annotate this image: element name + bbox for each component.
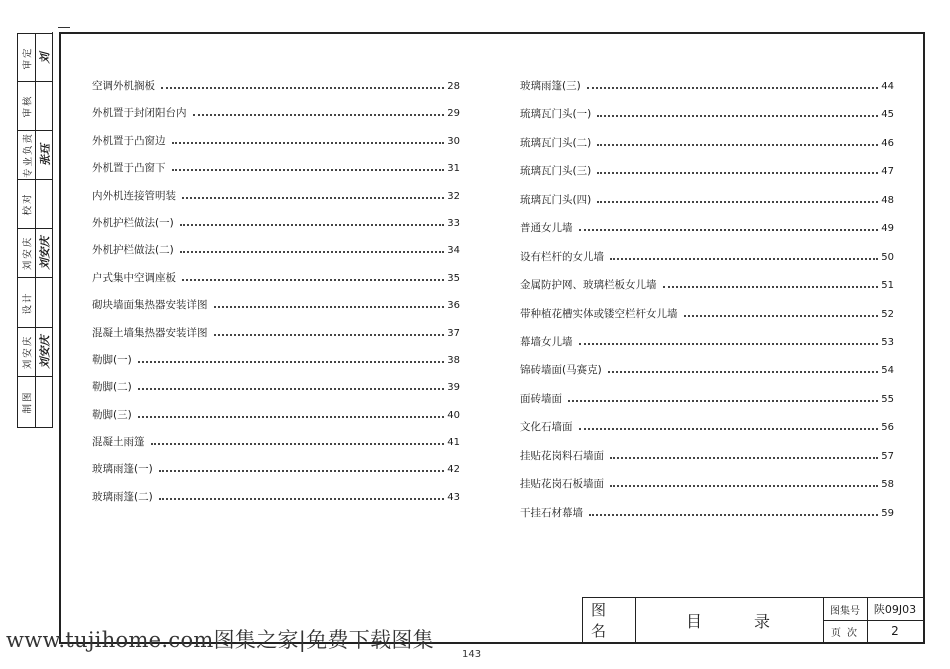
toc-entry-title: 外机护栏做法(二): [92, 244, 174, 257]
dot-leader: [151, 443, 445, 445]
signoff-cell: [18, 278, 52, 328]
dot-leader: [589, 514, 878, 516]
toc-entry-title: 外机置于凸窗边: [92, 134, 166, 147]
dot-leader: [161, 87, 444, 89]
toc-entry[interactable]: [92, 160, 460, 187]
toc-entry-page: 45: [881, 109, 894, 121]
signoff-role-label: 专业负责: [22, 131, 34, 179]
signoff-role-label: 审定: [22, 45, 34, 70]
dot-leader: [610, 485, 878, 487]
toc-entry-page: 58: [881, 479, 894, 491]
toc-entry-page: 34: [447, 245, 460, 257]
toc-entry-title: 挂贴花岗石板墙面: [520, 478, 604, 491]
toc-entry-page: 32: [447, 190, 460, 202]
toc-entry[interactable]: [92, 461, 460, 488]
toc-entry-page: 28: [447, 81, 460, 92]
toc-entry[interactable]: [92, 215, 460, 242]
toc-entry[interactable]: [520, 505, 894, 533]
toc-entry[interactable]: [520, 277, 894, 305]
dot-leader: [159, 498, 445, 500]
toc-entry-title: 砌块墙面集热器安装详图: [92, 299, 208, 312]
toc-entry-title: 带种植花槽实体或镂空栏杆女儿墙: [520, 307, 678, 320]
toc-entry-title: 内外机连接管明装: [92, 189, 176, 202]
signoff-role-label: 刘安庆: [22, 334, 34, 370]
toc-entry[interactable]: [520, 135, 894, 163]
watermark-text: www.tujihome.com图集之家|免费下载图集: [6, 628, 434, 652]
toc-entry-title: 空调外机搁板: [92, 80, 155, 92]
signoff-role-label: 审核: [22, 94, 34, 118]
toc-entry-title: 文化石墙面: [520, 421, 573, 434]
toc-entry-title: 玻璃雨篷(二): [92, 490, 153, 503]
dot-leader: [579, 343, 879, 345]
toc-entry[interactable]: [520, 419, 894, 447]
toc-entry-page: 44: [881, 81, 894, 92]
toc-entry[interactable]: [92, 352, 460, 379]
dot-leader: [180, 224, 445, 226]
dot-leader: [579, 428, 879, 430]
toc-entry-page: 37: [447, 327, 460, 339]
toc-entry-title: 琉璃瓦门头(四): [520, 193, 592, 206]
toc-left-column: [92, 78, 460, 516]
toc-entry-page: 40: [447, 409, 460, 421]
toc-entry[interactable]: [92, 188, 460, 215]
toc-entry-title: 玻璃雨篷(一): [92, 463, 153, 476]
signoff-role-label: 设计: [22, 290, 34, 315]
dot-leader: [610, 258, 878, 260]
toc-entry-page: 52: [881, 308, 894, 320]
dot-leader: [579, 229, 879, 231]
signature: 刘安庆: [38, 335, 52, 369]
toc-entry[interactable]: [92, 242, 460, 269]
dot-leader: [608, 371, 879, 373]
dot-leader: [214, 306, 445, 308]
toc-entry-title: 勒脚(三): [92, 408, 132, 421]
dot-leader: [172, 169, 445, 171]
toc-entry[interactable]: [92, 270, 460, 297]
toc-entry-page: 33: [447, 217, 460, 229]
dot-leader: [193, 114, 445, 116]
drawing-name-label: 图名: [591, 601, 617, 640]
signature: 刘: [38, 52, 52, 63]
toc-entry-page: 42: [447, 464, 460, 476]
toc-entry[interactable]: [92, 133, 460, 160]
signoff-cell: [18, 34, 52, 82]
dot-leader: [182, 197, 444, 199]
toc-entry-title: 外机置于凸窗下: [92, 162, 166, 175]
signoff-cell: [18, 377, 52, 427]
signoff-strip: [17, 33, 53, 428]
toc-entry[interactable]: [92, 489, 460, 516]
toc-entry-title: 琉璃瓦门头(三): [520, 165, 592, 178]
toc-entry-title: 挂贴花岗料石墙面: [520, 449, 604, 462]
dot-leader: [180, 251, 445, 253]
dot-leader: [172, 142, 445, 144]
toc-entry-page: 53: [881, 336, 894, 348]
toc-entry[interactable]: [92, 325, 460, 352]
signoff-role-label: 刘安庆: [22, 235, 34, 271]
toc-entry-page: 36: [447, 300, 460, 312]
dot-leader: [138, 388, 445, 390]
toc-entry-title: 幕墙女儿墙: [520, 335, 573, 348]
sheet-page-number: 2: [891, 624, 899, 638]
signature: 张珏: [38, 144, 52, 166]
toc-entry-page: 54: [881, 365, 894, 377]
toc-entry-page: 46: [881, 137, 894, 149]
toc-entry-page: 48: [881, 194, 894, 206]
signoff-role-label: 制图: [22, 390, 34, 414]
dot-leader: [214, 334, 445, 336]
toc-entry[interactable]: [520, 476, 894, 504]
toc-entry-page: 31: [447, 163, 460, 175]
drawing-title: 目录: [685, 611, 822, 631]
toc-entry-title: 户式集中空调座板: [92, 271, 176, 284]
toc-entry[interactable]: [520, 192, 894, 220]
toc-entry-title: 混凝土雨篷: [92, 436, 145, 449]
toc-entry[interactable]: [520, 78, 894, 106]
signoff-cell: [18, 229, 52, 278]
dot-leader: [663, 286, 879, 288]
dot-leader: [610, 457, 878, 459]
toc-entry[interactable]: [92, 379, 460, 406]
signoff-cell: [18, 131, 52, 180]
signoff-cell: [18, 180, 52, 229]
dot-leader: [597, 201, 878, 203]
toc-entry[interactable]: [92, 407, 460, 434]
toc-entry-page: 35: [447, 272, 460, 284]
dot-leader: [159, 470, 445, 472]
toc-entry-page: 29: [447, 108, 460, 120]
title-block: [582, 597, 924, 643]
toc-right-column: [520, 78, 894, 533]
toc-entry-title: 玻璃雨篷(三): [520, 80, 581, 92]
atlas-number: 陕09J03: [873, 603, 917, 616]
toc-entry-title: 外机护栏做法(一): [92, 216, 174, 229]
toc-entry[interactable]: [520, 448, 894, 476]
toc-entry-page: 51: [881, 280, 894, 292]
dot-leader: [597, 115, 878, 117]
toc-entry[interactable]: [520, 334, 894, 362]
dot-leader: [587, 87, 879, 89]
toc-entry[interactable]: [520, 106, 894, 134]
dot-leader: [138, 416, 445, 418]
toc-entry[interactable]: [92, 105, 460, 132]
toc-entry-page: 59: [881, 507, 894, 519]
toc-entry-title: 外机置于封闭阳台内: [92, 107, 187, 120]
toc-entry-title: 琉璃瓦门头(二): [520, 136, 592, 149]
toc-entry[interactable]: [520, 362, 894, 390]
dot-leader: [568, 400, 878, 402]
toc-entry-title: 勒脚(一): [92, 353, 132, 366]
toc-entry-page: 56: [881, 422, 894, 434]
toc-entry-title: 设有栏杆的女儿墙: [520, 250, 604, 263]
toc-entry-title: 普通女儿墙: [520, 222, 573, 235]
toc-entry-title: 干挂石材幕墙: [520, 506, 583, 519]
toc-entry-page: 47: [881, 166, 894, 178]
dot-leader: [138, 361, 445, 363]
toc-entry-title: 锦砖墙面(马赛克): [520, 364, 602, 377]
toc-entry-page: 50: [881, 251, 894, 263]
toc-entry-page: 43: [447, 491, 460, 503]
toc-entry-title: 面砖墙面: [520, 392, 562, 405]
page-number: 143: [462, 649, 482, 660]
toc-entry[interactable]: [520, 163, 894, 191]
atlas-number-label: 图集号: [830, 605, 860, 617]
signature: 刘安庆: [38, 236, 52, 270]
toc-entry[interactable]: [520, 249, 894, 277]
page-label: 页次: [831, 627, 863, 639]
toc-entry[interactable]: [520, 391, 894, 419]
toc-entry-page: 30: [447, 135, 460, 147]
toc-entry-page: 55: [881, 393, 894, 405]
toc-entry-title: 混凝土墙集热器安装详图: [92, 326, 208, 339]
toc-entry-page: 38: [447, 354, 460, 366]
toc-entry[interactable]: [520, 220, 894, 248]
toc-entry[interactable]: [92, 297, 460, 324]
toc-entry[interactable]: [92, 78, 460, 105]
toc-entry-title: 金属防护网、玻璃栏板女儿墙: [520, 279, 657, 292]
toc-entry-title: 琉璃瓦门头(一): [520, 108, 592, 121]
toc-entry-page: 39: [447, 382, 460, 394]
signoff-cell: [18, 82, 52, 131]
dot-leader: [597, 172, 878, 174]
toc-entry-page: 49: [881, 223, 894, 235]
toc-entry[interactable]: [520, 306, 894, 334]
toc-entry-page: 57: [881, 450, 894, 462]
dot-leader: [684, 315, 879, 317]
dot-leader: [182, 279, 444, 281]
dot-leader: [597, 144, 878, 146]
signoff-cell: [18, 328, 52, 377]
toc-entry-page: 41: [447, 437, 460, 449]
toc-entry[interactable]: [92, 434, 460, 461]
toc-entry-title: 勒脚(二): [92, 381, 132, 394]
signoff-role-label: 校对: [22, 192, 34, 216]
